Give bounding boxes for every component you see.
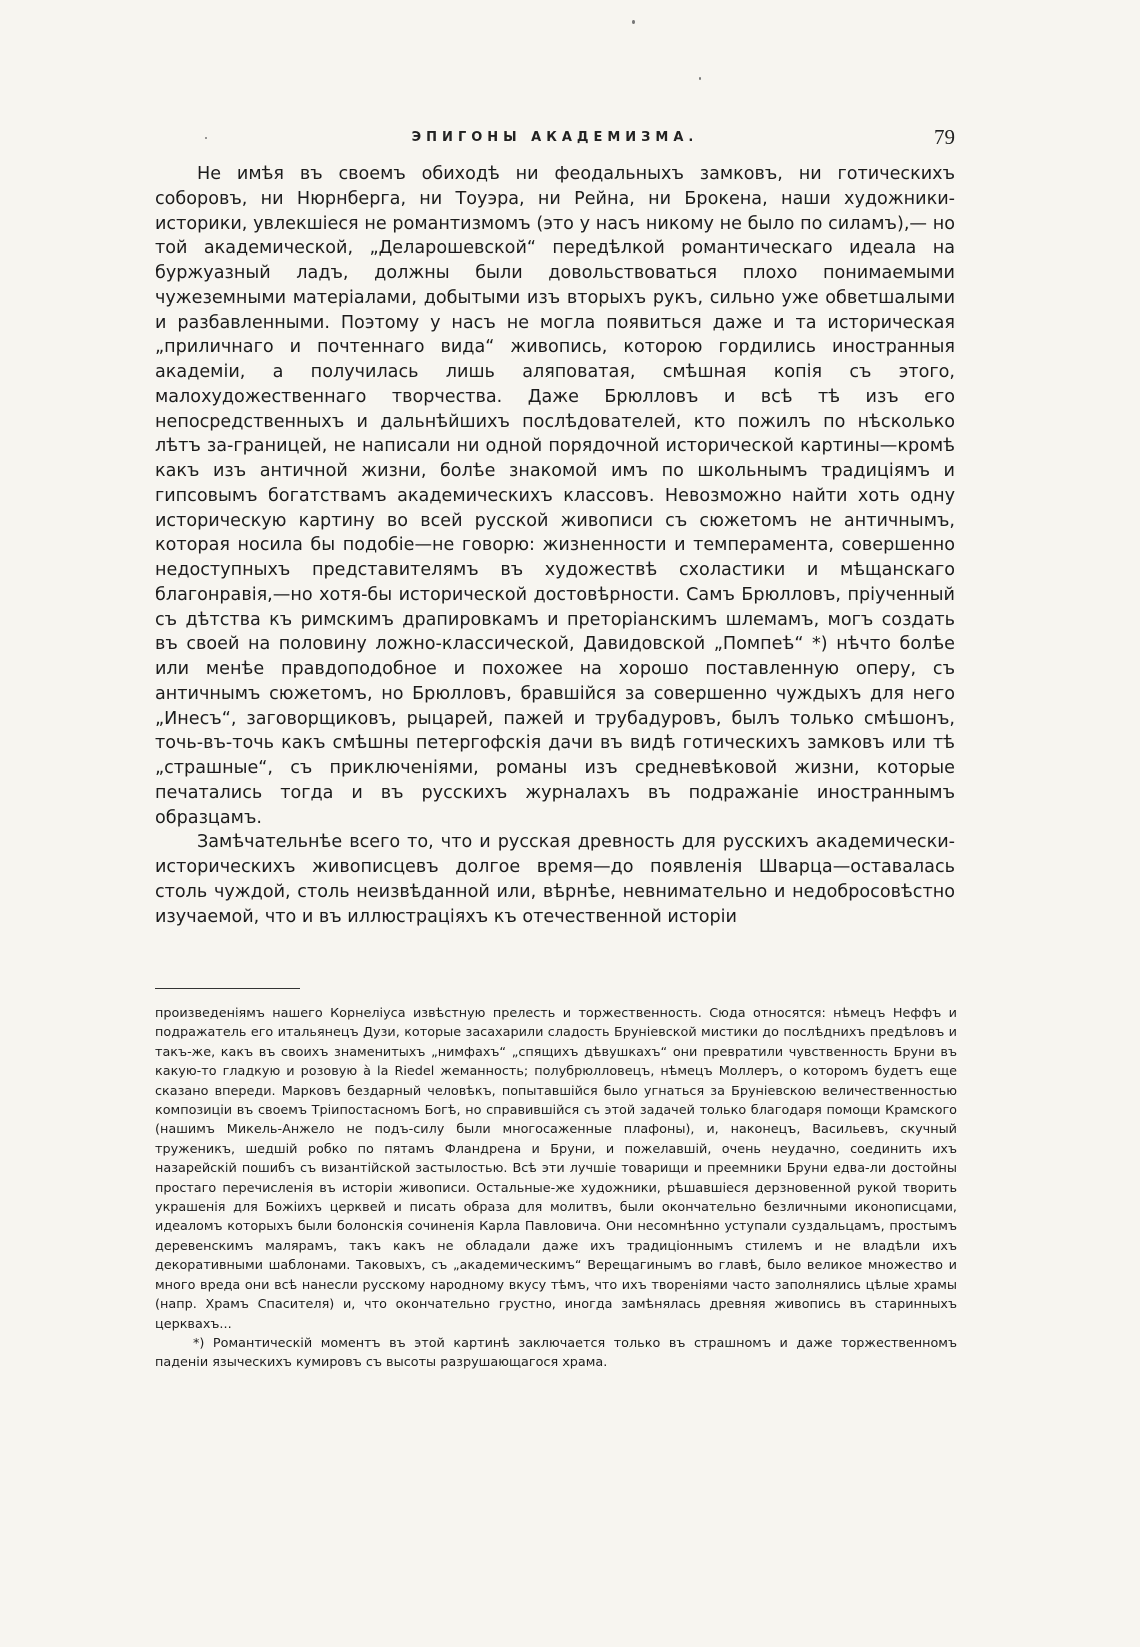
paragraph: Замѣчательнѣе всего то, что и русская древность для русскихъ академически-историческихъ живописцевъ долгое время—до появленія Шварца—оставалась столь чуждой, столь неизвѣданной или, вѣрнѣе, невнимательно и недобросовѣстно изучаемой, что и въ иллюстраціяхъ къ отечественной исторіи bbox=[155, 832, 955, 927]
running-title: ЭПИГОНЫ АКАДЕМИЗМА. bbox=[411, 130, 699, 145]
main-text bbox=[155, 162, 955, 929]
footnote-rule bbox=[155, 988, 300, 989]
page-number: 79 bbox=[934, 125, 955, 149]
print-speck bbox=[699, 77, 701, 80]
paragraph: Не имѣя въ своемъ обиходѣ ни феодальныхъ замковъ, ни готическихъ соборовъ, ни Нюрнберга, ни Тоуэра, ни Рейна, ни Брокена, наши художники-историки, увлекшіеся не романтизмомъ (это у насъ никому не было по силамъ),— но той академической, „Деларошевской“ передѣлкой романтическаго идеала на буржуазный ладъ, должны были довольствоваться плохо понимаемыми чужеземными матеріалами, добытыми изъ вторыхъ рукъ, сильно уже обветшалыми и разбавленными. Поэтому у насъ не могла появиться даже и та историческая „приличнаго и почтеннаго вида“ живопись, которою гордились иностранныя академіи, а получилась лишь аляповатая, смѣшная копія съ этого, малохудожественнаго творчества. Даже Брюлловъ и всѣ тѣ изъ его непосредственныхъ и дальнѣйшихъ послѣдователей, кто пожилъ по нѣсколько лѣтъ за-границей, не написали ни одной порядочной исторической картины—кромѣ какъ изъ античной жизни, болѣе знакомой имъ по школьнымъ традиціямъ и гипсовымъ богатствамъ академическихъ классовъ. Невозможно найти хоть одну историческую картину во всей русской живописи съ сюжетомъ не античнымъ, которая носила бы подобіе—не говорю: жизненности и темперамента, совершенно недоступныхъ представителямъ въ художествѣ схоластики и мѣщанскаго благонравія,—но хотя-бы исторической достовѣрности. Самъ Брюлловъ, пріученный съ дѣтства къ римскимъ драпировкамъ и преторіанскимъ шлемамъ, могъ создать въ своей на половину ложно-классической, Давидовской „Помпеѣ“ *) нѣчто болѣе или менѣе правдоподобное и похожее на хорошо поставленную оперу, съ античнымъ сюжетомъ, но Брюлловъ, бравшійся за совершенно чуждыхъ для него „Инесъ“, заговорщиковъ, рыцарей, пажей и трубадуровъ, былъ только смѣшонъ, точь-въ-точь какъ смѣшны петергофскія дачи въ видѣ готическихъ замковъ или тѣ „страшные“, съ приключеніями, романы изъ средневѣковой жизни, которые печатались тогда и въ русскихъ журналахъ въ подражаніе иностраннымъ образцамъ. bbox=[155, 164, 955, 828]
footnote-star: *) Романтическій моментъ въ этой картинѣ заключается только въ страшномъ и даже торжественномъ паденіи языческихъ кумировъ съ высоты разрушающагося храма. bbox=[155, 1335, 957, 1371]
print-speck bbox=[632, 20, 635, 24]
footnote-continued: произведеніямъ нашего Корнеліуса извѣстную прелесть и торжественность. Сюда относятся: нѣмецъ Неффъ и подражатель его итальянецъ Дузи, которые засахарили сладость Бруніевской мистики до послѣднихъ предѣловъ и такъ-же, какъ въ своихъ знаменитыхъ „нимфахъ“ „спящихъ дѣвушкахъ“ они превратили чувственность Бруни въ какую-то гладкую и розовую à la Riedel жеманность; полубрюлловецъ, нѣмецъ Моллеръ, о которомъ будетъ еще сказано впереди. Марковъ бездарный человѣкъ, попытавшійся было угнаться за Бруніевскою величественностью композиціи въ своемъ Тріипостасномъ Богѣ, но справившійся съ этой задачей только благодаря помощи Крамского (нашимъ Микель-Анжело не подъ-силу были многосаженные плафоны), и, наконецъ, Васильевъ, скучный труженикъ, шедшій робко по пятамъ Фландрена и Бруни, и пожелавшій, очень неудачно, соединить ихъ назарейскій пошибъ съ византійской застылостью. Всѣ эти лучшіе товарищи и преемники Бруни едва-ли достойны простаго перечисленія въ исторіи живописи. Остальные-же художники, рѣшавшіеся дерзновенной рукой творить украшенія для Божіихъ церквей и писать образа для молитвъ, были окончательно безличными иконописцами, идеаломъ которыхъ были болонскія сочиненія Карла Павловича. Они несомнѣнно уступали суздальцамъ, простымъ деревенскимъ малярамъ, такъ какъ не обладали даже ихъ традиціоннымъ стилемъ и не владѣли ихъ декоративными шаблонами. Таковыхъ, съ „академическимъ“ Верещагинымъ во главѣ, было великое множество и много вреда они всѣ нанесли русскому народному вкусу тѣмъ, что ихъ твореніями часто заполнялись цѣлые храмы (напр. Храмъ Спасителя) и, что окончательно грустно, иногда замѣнялась древняя живопись въ старинныхъ церквахъ... bbox=[155, 1006, 957, 1332]
footnotes bbox=[155, 1004, 957, 1373]
running-head bbox=[155, 125, 955, 154]
